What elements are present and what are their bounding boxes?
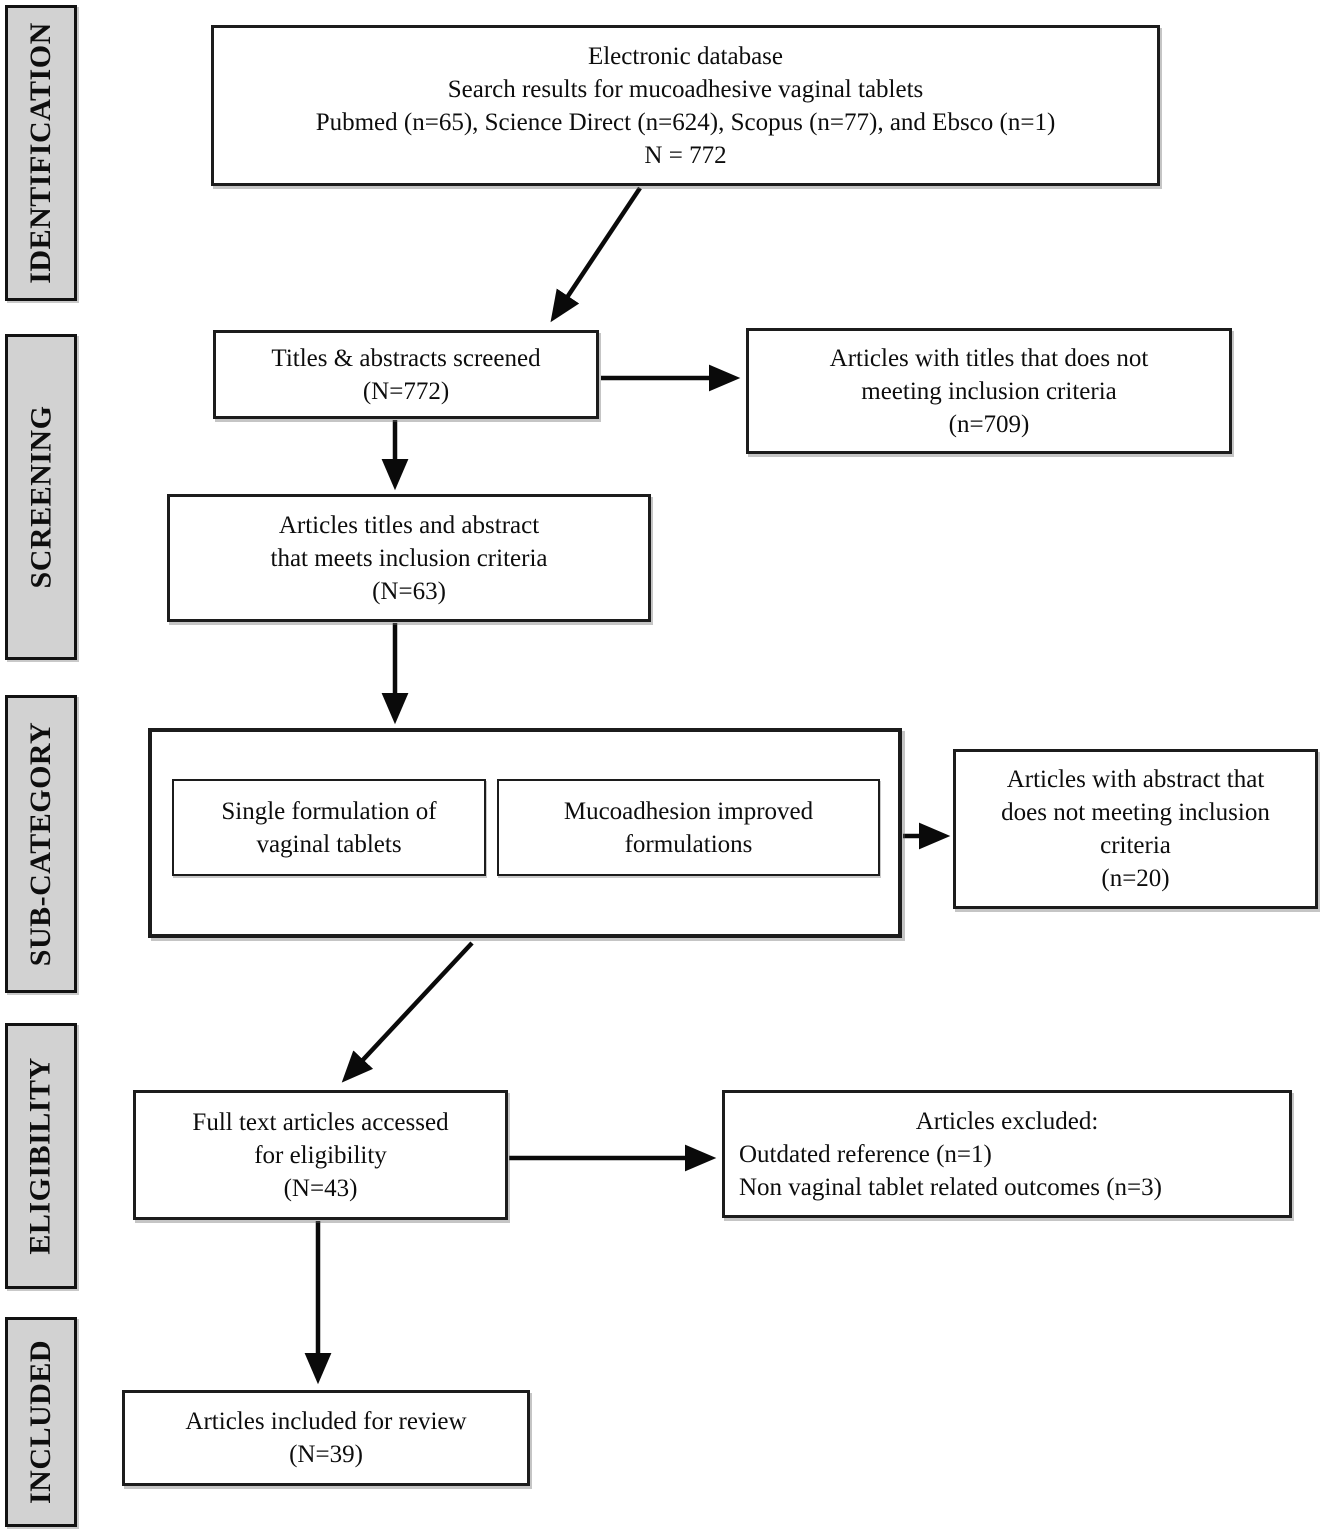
stage-label-screening xyxy=(5,334,77,660)
stage-label-text: ELIGIBILITY xyxy=(24,1057,57,1255)
stage-label-text: IDENTIFICATION xyxy=(24,22,57,284)
box-line: Non vaginal tablet related outcomes (n=3) xyxy=(739,1173,1162,1201)
box-line: criteria xyxy=(1100,832,1171,859)
box-line: Electronic database xyxy=(587,42,784,70)
box-titles-not-meeting-criteria xyxy=(746,328,1232,454)
box-line: formulations xyxy=(624,830,753,858)
box-line: Articles excluded: xyxy=(915,1107,1099,1135)
box-line: (n=709) xyxy=(948,410,1030,438)
box-line: vaginal tablets xyxy=(256,830,402,858)
stage-label-text: SUB-CATEGORY xyxy=(24,721,58,967)
box-line: Single formulation of xyxy=(221,797,437,825)
box-line: Articles included for review xyxy=(185,1408,467,1435)
stage-label-text: SCREENING xyxy=(24,405,57,589)
box-articles-excluded xyxy=(722,1090,1292,1218)
stage-label-eligibility xyxy=(5,1023,77,1289)
box-line: Outdated reference (n=1) xyxy=(739,1140,992,1168)
box-line: Mucoadhesion improved xyxy=(563,797,814,825)
box-line: (N=772) xyxy=(362,377,450,405)
box-line: for eligibility xyxy=(254,1141,387,1169)
box-mucoadhesion-improved xyxy=(497,779,880,876)
box-line: (N=43) xyxy=(283,1174,358,1202)
stage-label-identification xyxy=(5,5,77,301)
box-line: does not meeting inclusion xyxy=(1001,799,1270,826)
stage-label-text: INCLUDED xyxy=(24,1339,57,1505)
arrow-subcategory-to-fulltext xyxy=(346,943,472,1078)
box-line: Pubmed (n=65), Science Direct (n=624), Scopus (n=77), and Ebsco (n=1) xyxy=(315,108,1056,136)
box-articles-included xyxy=(122,1390,530,1486)
stage-label-sub-category xyxy=(5,695,77,993)
box-electronic-database xyxy=(211,25,1160,186)
box-line: Articles titles and abstract xyxy=(278,511,540,539)
box-abstract-meets-criteria xyxy=(167,494,651,622)
box-line: (N=39) xyxy=(289,1441,363,1468)
stage-label-included xyxy=(5,1317,77,1527)
box-line: Articles with abstract that xyxy=(1006,766,1265,793)
box-line: (N=63) xyxy=(372,577,446,605)
box-line: Titles & abstracts screened xyxy=(271,344,541,372)
box-abstract-not-meeting-criteria xyxy=(953,749,1318,909)
box-line: (n=20) xyxy=(1101,865,1170,892)
box-line: that meets inclusion criteria xyxy=(270,544,548,572)
box-line: meeting inclusion criteria xyxy=(861,377,1117,405)
box-line: N = 772 xyxy=(644,141,727,169)
box-line: Full text articles accessed xyxy=(192,1108,449,1136)
box-single-formulation xyxy=(172,779,486,876)
box-titles-abstracts-screened xyxy=(213,330,599,419)
box-full-text-accessed xyxy=(133,1090,508,1220)
box-line: Search results for mucoadhesive vaginal tablets xyxy=(447,75,924,103)
box-line: Articles with titles that does not xyxy=(829,344,1149,372)
arrow-database-to-screened xyxy=(554,188,640,317)
